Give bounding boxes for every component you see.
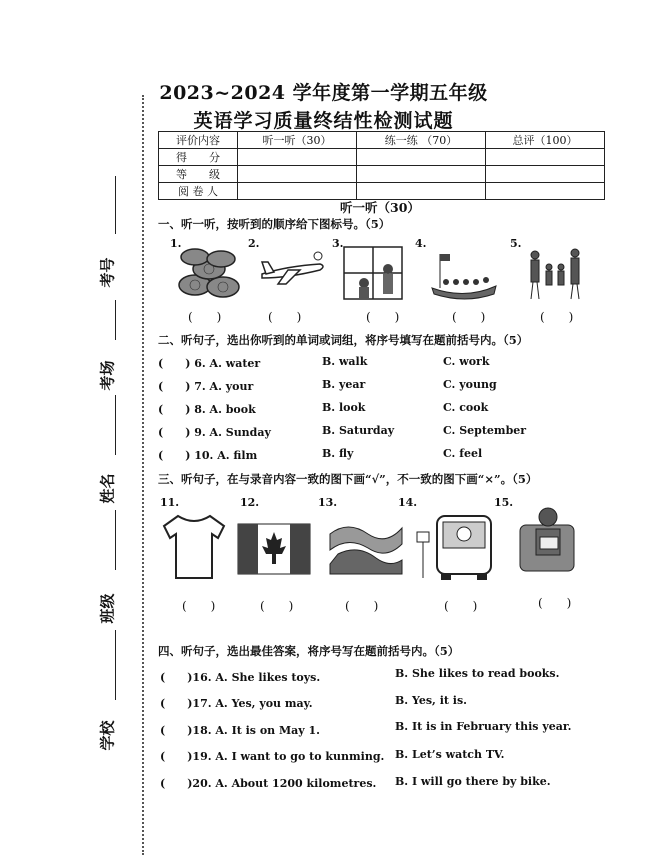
option-c: C. cook — [443, 401, 489, 414]
part1-number: 2. — [248, 237, 260, 250]
exam-title-line2: 英语学习质量终结性检测试题 — [193, 110, 454, 132]
option-b: B. Saturday — [322, 424, 395, 437]
score-table-row — [159, 166, 605, 183]
part4-heading: 四、听句子，选出最佳答案，将序号写在题前括号内。（5） — [158, 644, 460, 658]
option-b: B. Yes, it is. — [395, 694, 467, 707]
answer-blank[interactable]: ( ) — [444, 599, 478, 613]
blank-line — [115, 630, 116, 700]
side-label-class: 班级 — [98, 593, 117, 624]
blank-line — [115, 176, 116, 234]
option-b: B. look — [322, 401, 366, 414]
option-a: ( ) 9. A. Sunday — [158, 426, 271, 439]
score-cell[interactable] — [486, 166, 605, 183]
option-b: B. She likes to read books. — [395, 667, 560, 680]
part3-number: 13. — [318, 496, 338, 509]
option-a: ( ) 7. A. your — [158, 380, 254, 393]
reading-person-icon — [516, 505, 578, 575]
option-b: B. walk — [322, 355, 368, 368]
score-row-label: 阅 卷 人 — [159, 183, 238, 200]
side-label-name: 姓名 — [98, 473, 117, 504]
window-painting-icon — [342, 245, 407, 303]
answer-blank[interactable]: ( ) — [260, 599, 294, 613]
binding-dotted-line — [142, 95, 144, 855]
score-row-label: 得 分 — [159, 149, 238, 166]
score-row-label: 等 级 — [159, 166, 238, 183]
score-table — [158, 131, 605, 200]
blank-line — [115, 395, 116, 455]
part1-number: 5. — [510, 237, 522, 250]
score-cell[interactable] — [238, 166, 357, 183]
score-cell[interactable] — [357, 166, 486, 183]
option-a: ( )19. A. I want to go to kunming. — [160, 750, 385, 763]
canada-flag-icon — [236, 522, 312, 577]
option-c: C. September — [443, 424, 527, 437]
bus-icon — [415, 512, 495, 582]
score-header-cell: 练一练 （70） — [357, 132, 486, 149]
part3-number: 14. — [398, 496, 418, 509]
blank-line — [115, 300, 116, 340]
part2-heading: 二、听句子，选出你听到的单词或词组，将序号填写在题前括号内。（5） — [158, 333, 529, 347]
option-b: B. Let’s watch TV. — [395, 748, 505, 761]
score-cell[interactable] — [238, 149, 357, 166]
part3-number: 15. — [494, 496, 514, 509]
side-label-exam-room: 考场 — [98, 360, 117, 391]
score-table-row — [159, 149, 605, 166]
part3-heading: 三、听句子，在与录音内容一致的图下画“√”，不一致的图下画“×”。（5） — [158, 472, 538, 486]
exam-title-line1: 2023~2024 学年度第一学期五年级 — [159, 82, 488, 104]
option-c: C. work — [443, 355, 490, 368]
part1-number: 1. — [170, 237, 182, 250]
option-a: ( )20. A. About 1200 kilometres. — [160, 777, 377, 790]
section-listen-title: 听一听（30） — [340, 200, 420, 215]
part1-number: 3. — [332, 237, 344, 250]
score-header-cell: 评价内容 — [159, 132, 238, 149]
blank-line — [115, 510, 116, 570]
score-cell[interactable] — [486, 183, 605, 200]
tshirt-icon — [160, 512, 228, 582]
option-b: B. year — [322, 378, 366, 391]
option-a: ( ) 8. A. book — [158, 403, 256, 416]
family-walk-icon — [525, 245, 585, 303]
option-a: ( ) 10. A. film — [158, 449, 258, 462]
option-a: ( )16. A. She likes toys. — [160, 671, 321, 684]
option-c: C. young — [443, 378, 497, 391]
answer-blank[interactable]: ( ) — [188, 310, 222, 324]
part1-heading: 一、听一听，按听到的顺序给下图标号。（5） — [158, 217, 391, 231]
score-cell[interactable] — [357, 149, 486, 166]
score-table-row — [159, 183, 605, 200]
answer-blank[interactable]: ( ) — [182, 599, 216, 613]
score-cell[interactable] — [486, 149, 605, 166]
score-table-header-row — [159, 132, 605, 149]
answer-blank[interactable]: ( ) — [538, 596, 572, 610]
part1-number: 4. — [415, 237, 427, 250]
part3-number: 12. — [240, 496, 260, 509]
option-b: B. fly — [322, 447, 354, 460]
airplane-icon — [258, 250, 328, 290]
option-a: ( ) 6. A. water — [158, 357, 261, 370]
great-wall-icon — [328, 514, 404, 576]
side-label-school: 学校 — [98, 720, 117, 751]
side-label-exam-number: 考号 — [98, 257, 117, 288]
score-cell[interactable] — [238, 183, 357, 200]
part3-number: 11. — [160, 496, 180, 509]
option-b: B. It is in February this year. — [395, 720, 572, 733]
mooncakes-icon — [175, 245, 245, 300]
answer-blank[interactable]: ( ) — [452, 310, 486, 324]
answer-blank[interactable]: ( ) — [366, 310, 400, 324]
answer-blank[interactable]: ( ) — [345, 599, 379, 613]
option-a: ( )18. A. It is on May 1. — [160, 724, 320, 737]
answer-blank[interactable]: ( ) — [540, 310, 574, 324]
score-cell[interactable] — [357, 183, 486, 200]
option-a: ( )17. A. Yes, you may. — [160, 697, 313, 710]
option-b: B. I will go there by bike. — [395, 775, 551, 788]
answer-blank[interactable]: ( ) — [268, 310, 302, 324]
option-c: C. feel — [443, 447, 483, 460]
dragon-boat-icon — [430, 248, 500, 303]
score-header-cell: 总评（100） — [486, 132, 605, 149]
score-header-cell: 听一听（30） — [238, 132, 357, 149]
